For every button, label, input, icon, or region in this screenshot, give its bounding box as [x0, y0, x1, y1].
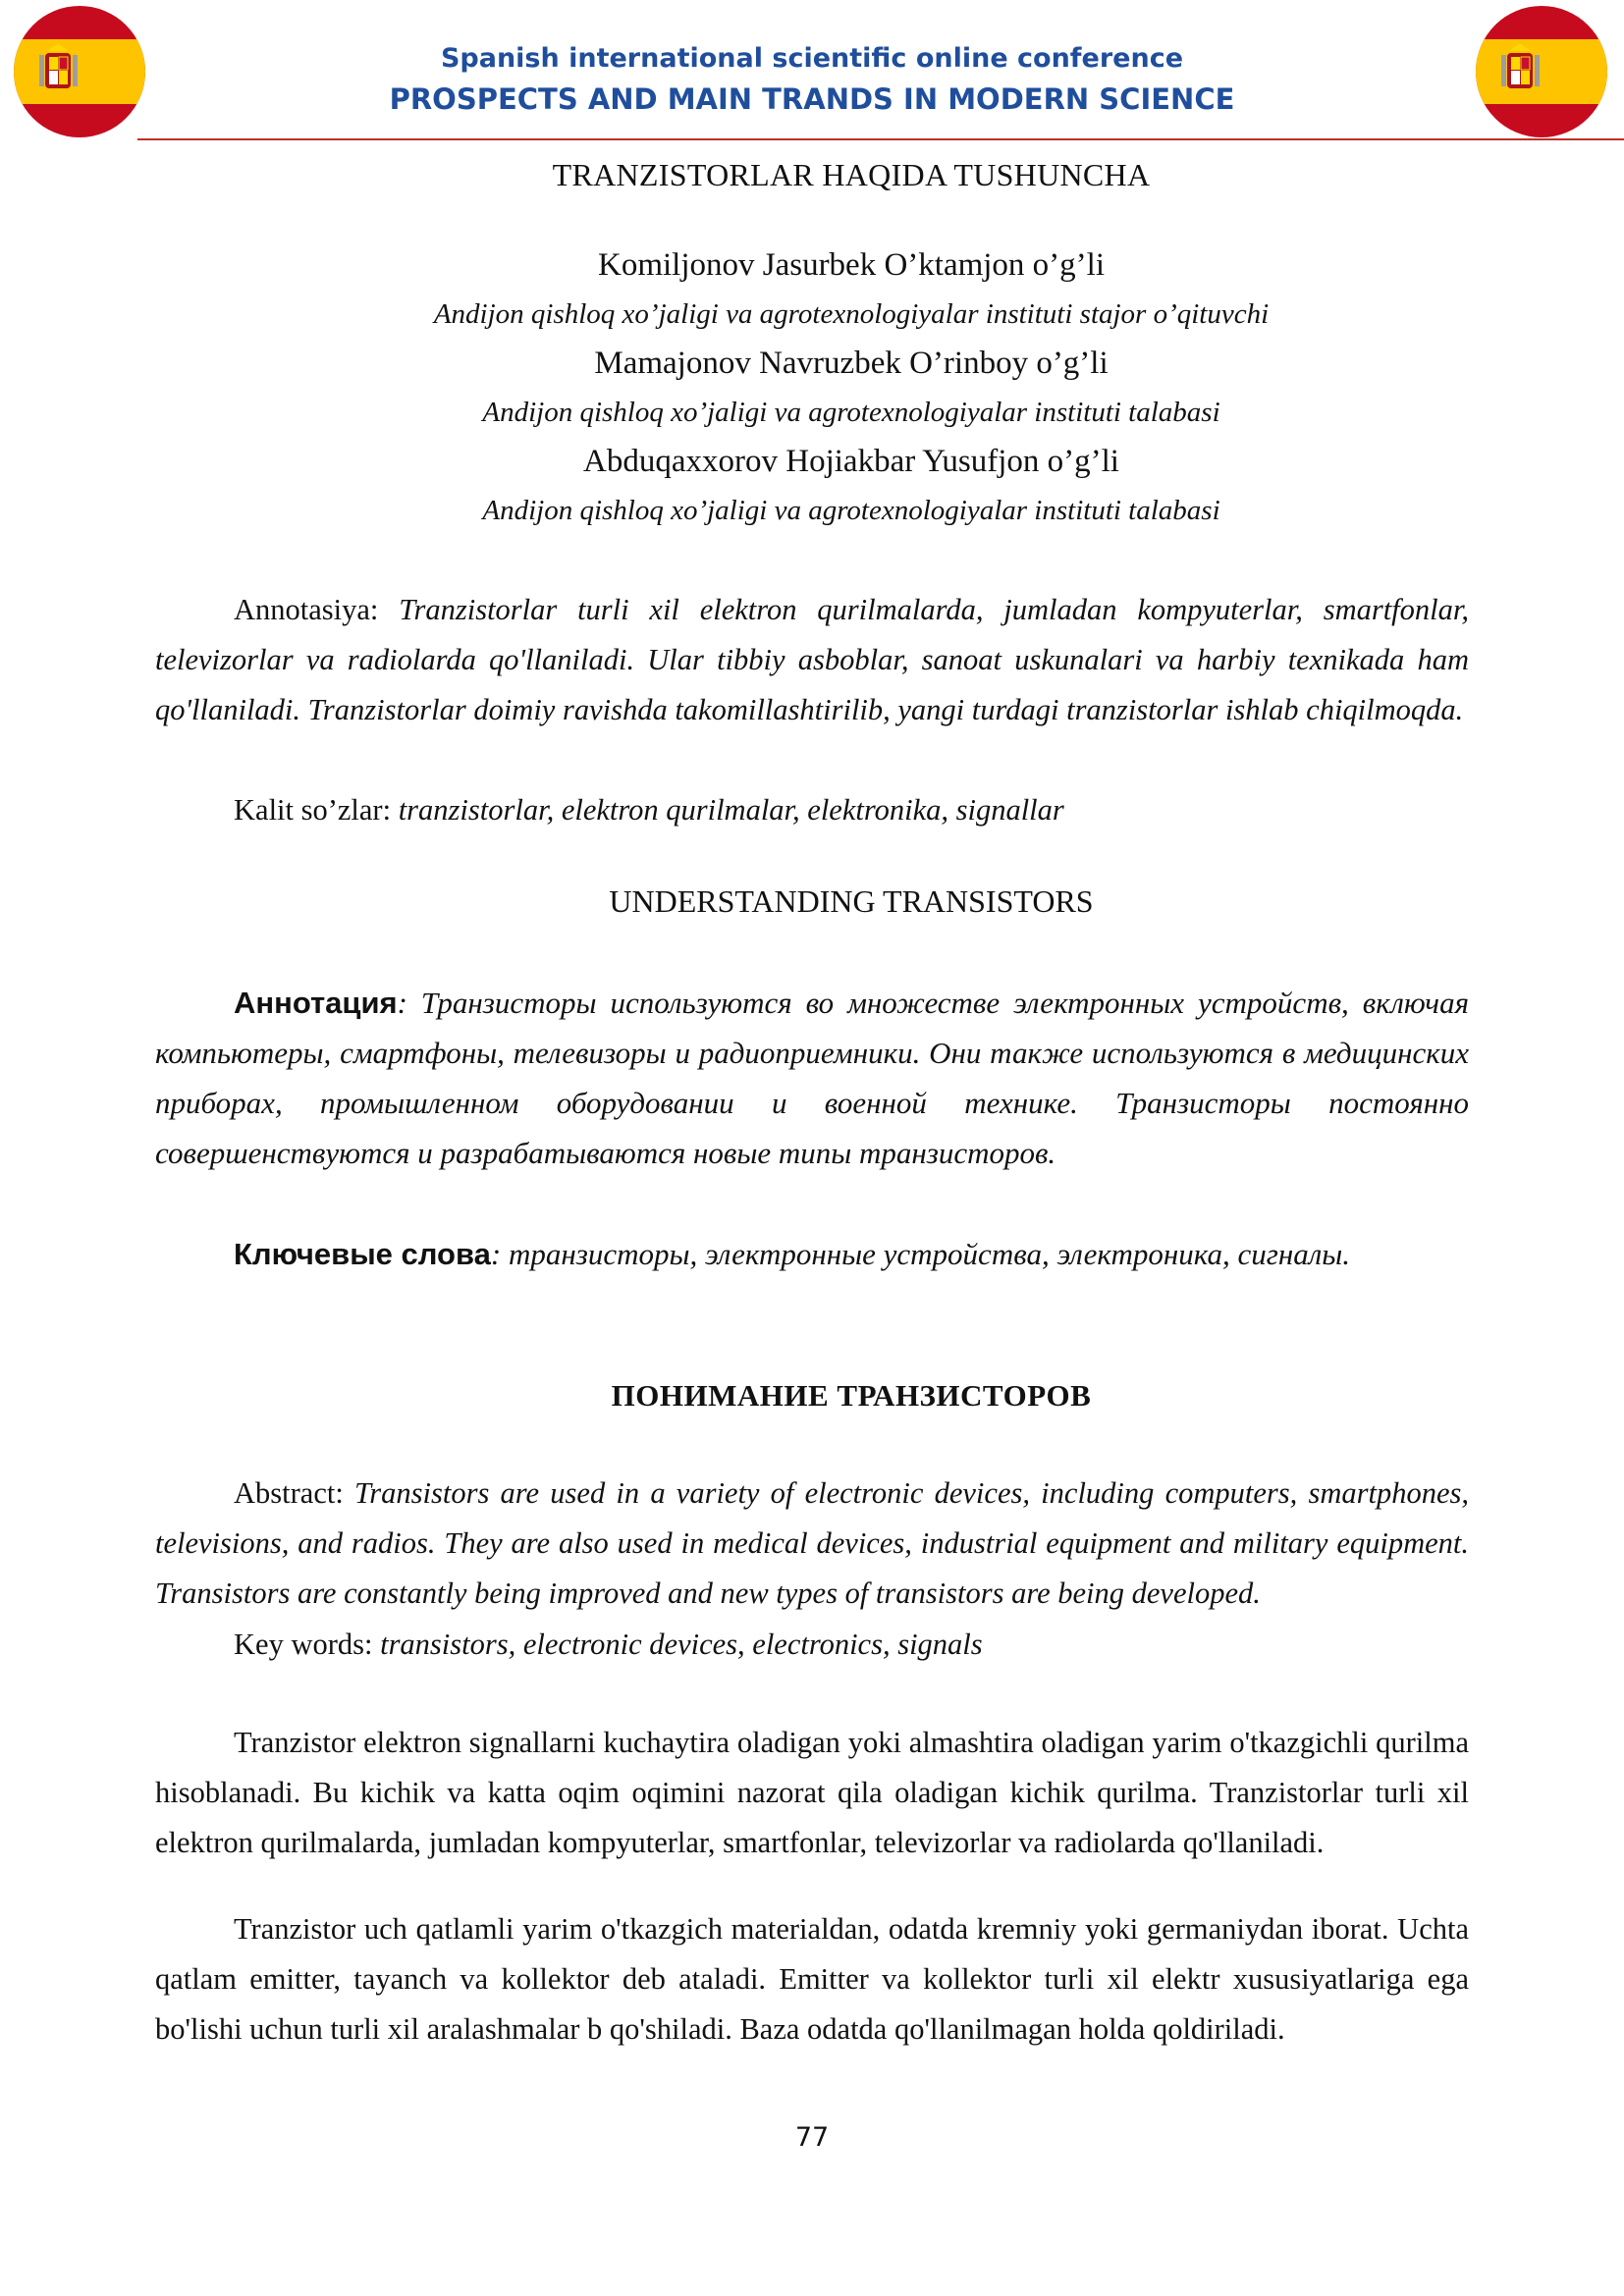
keywords-text: tranzistorlar, elektron qurilmalar, elektronika, signallar [398, 793, 1064, 827]
header-divider [137, 138, 1624, 140]
keywords-label: Key words: [234, 1628, 373, 1661]
keywords-text: : транзисторы, электронные устройства, электроника, сигналы. [490, 1237, 1350, 1271]
author-affiliation: Andijon qishloq xo’jaligi va agrotexnologiyalar instituti talabasi [482, 397, 1220, 428]
conference-theme: PROSPECTS AND MAIN TRANDS IN MODERN SCIENCE [389, 82, 1235, 116]
paper-title: TRANZISTORLAR HAQIDA TUSHUNCHA [552, 157, 1151, 192]
abstract-text: : Транзисторы используются во множестве электронных устройств, включая компьютеры, смартфоны, телевизоры и радиоприемники. Они также используются в медицинских приборах, промышленном оборудовании и военной технике. Транзисторы постоянно совершенствуются и разрабатываются новые типы транзисторов. [155, 986, 1469, 1170]
author-affiliation: Andijon qishloq xo’jaligi va agrotexnologiyalar instituti talabasi [482, 495, 1220, 526]
body-paragraph: Tranzistor elektron signallarni kuchaytira oladigan yoki almashtira oladigan yarim o'tkazgichli qurilma hisoblanadi. Bu kichik va katta oqim oqimini nazorat qila oladigan kichik qurilma. Tranzistorlar turli xil elektron qurilmalarda, jumladan kompyuterlar, smartfonlar, televizorlar va radiolarda qo'llaniladi. [155, 1726, 1469, 1859]
abstract-label: Abstract: [234, 1476, 344, 1510]
author-name: Abduqaxxorov Hojiakbar Yusufjon o’g’li [583, 444, 1119, 479]
abstract-text: Transistors are used in a variety of electronic devices, including computers, smartphones, televisions, and radios. They are also used in medical devices, industrial equipment and military equipment. Transistors are constantly being improved and new types of transistors are being developed. [155, 1476, 1470, 1610]
spain-flag-icon [1476, 6, 1607, 137]
conference-name: Spanish international scientific online conference [440, 43, 1184, 74]
abstract-text: Tranzistorlar turli xil elektron qurilmalarda, jumladan kompyuterlar, smartfonlar, televizorlar va radiolarda qo'llaniladi. Ular tibbiy asboblar, sanoat uskunalari va harbiy texnikada ham qo'llaniladi. Tranzistorlar doimiy ravishda takomillashtirilib, yangi turdagi tranzistorlar ishlab chiqilmoqda. [155, 593, 1469, 726]
keywords-label: Kalit so’zlar: [234, 793, 392, 827]
keywords-text: transistors, electronic devices, electronics, signals [380, 1628, 983, 1661]
keywords-label: Ключевые слова [234, 1237, 491, 1271]
abstract-label: Annotasiya: [234, 593, 379, 626]
en-keywords [155, 1620, 1469, 1670]
author-name: Komiljonov Jasurbek O’ktamjon o’g’li [597, 247, 1105, 283]
english-title: UNDERSTANDING TRANSISTORS [609, 883, 1094, 919]
uz-abstract [155, 585, 1469, 735]
page-number: 77 [794, 2122, 830, 2153]
en-abstract [155, 1468, 1469, 1619]
author-name: Mamajonov Navruzbek O’rinboy o’g’li [594, 346, 1109, 381]
author-affiliation: Andijon qishloq xo’jaligi va agrotexnologiyalar instituti stajor o’qituvchi [433, 298, 1270, 330]
uz-keywords [155, 785, 1469, 835]
ru-abstract [155, 978, 1469, 1178]
abstract-label: Аннотация [234, 986, 398, 1020]
ru-keywords [155, 1229, 1469, 1279]
russian-title: ПОНИМАНИЕ ТРАНЗИСТОРОВ [611, 1378, 1092, 1413]
conference-header [0, 0, 1624, 137]
body-paragraph: Tranzistor uch qatlamli yarim o'tkazgich materialdan, odatda kremniy yoki germaniydan iborat. Uchta qatlam emitter, tayanch va kollektor deb ataladi. Emitter va kollektor turli xil elektr xususiyatlariga ega bo'lishi uchun turli xil aralashmalar b qo'shiladi. Baza odatda qo'llanilmagan holda qoldiriladi. [155, 1912, 1469, 2046]
